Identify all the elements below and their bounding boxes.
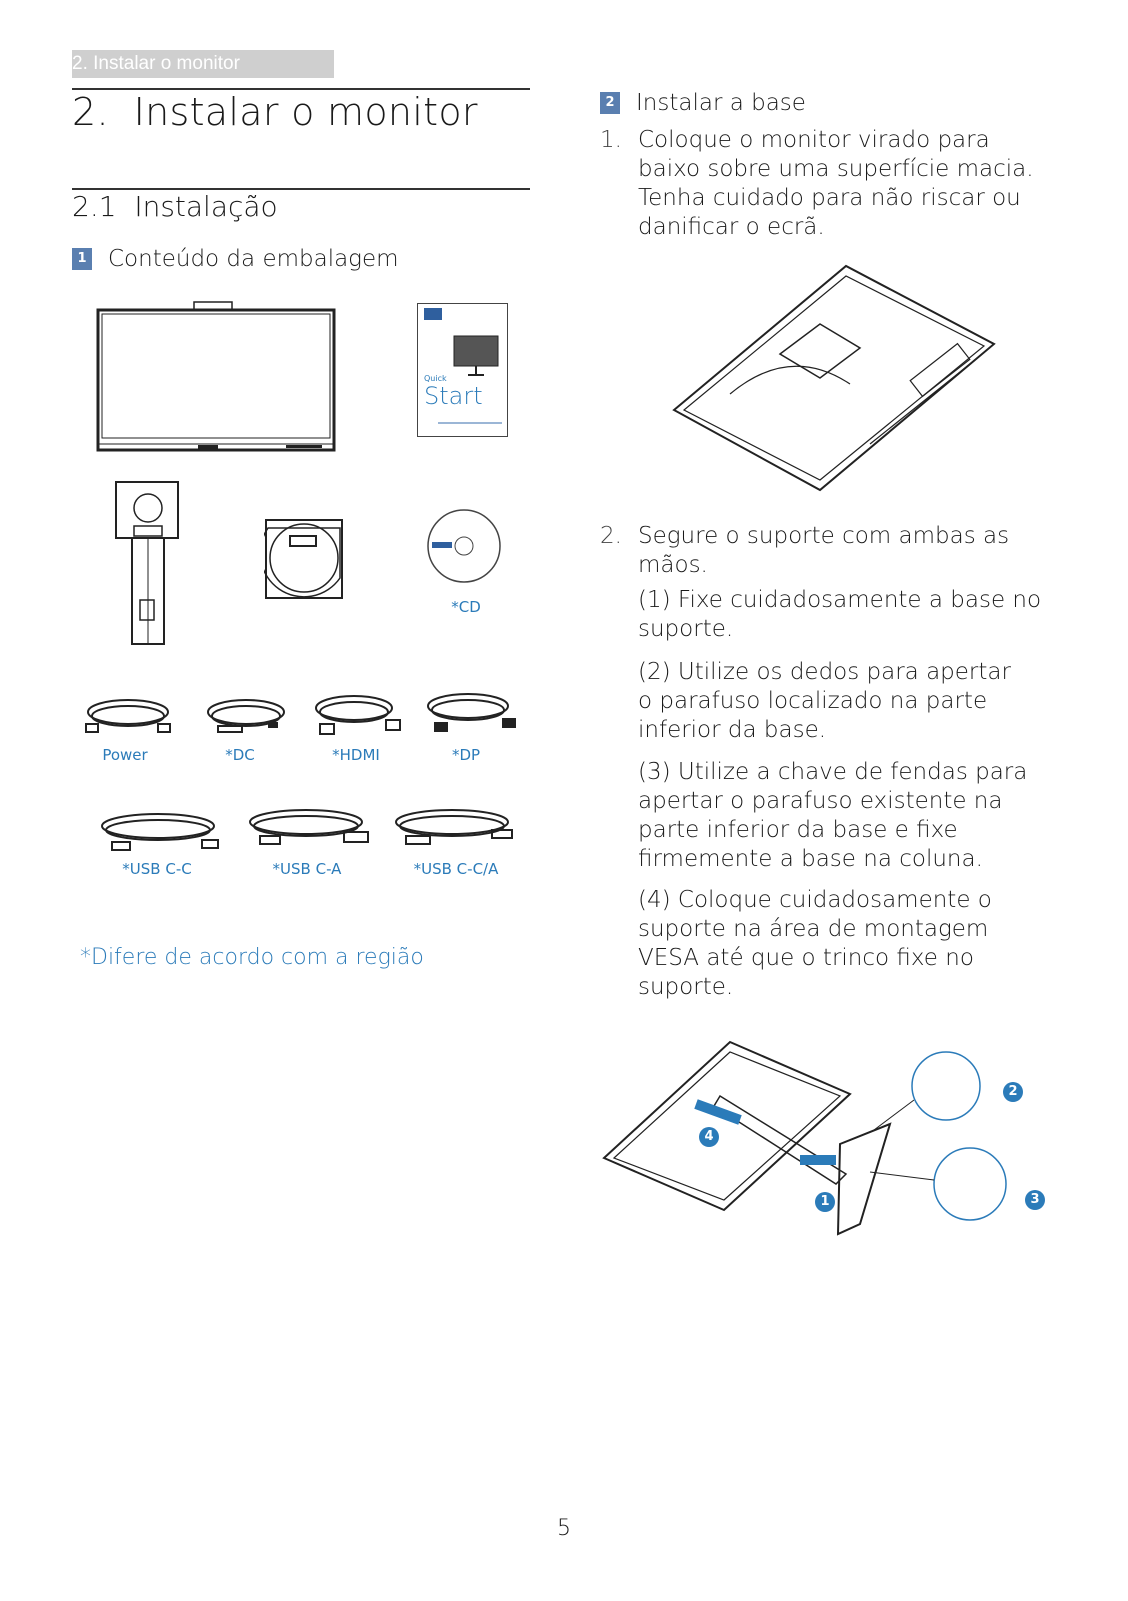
monitor-illustration [96,300,336,456]
cables-row-2 [88,806,528,896]
base-illustration [264,518,344,600]
item2-number: 2. [600,523,622,549]
substep-1: (1) Fixe cuidadosamente a base no suporte. [638,587,1042,642]
substep-4: (4) Coloque cuidadosamente o suporte na área de montagem VESA até que o trinco fixe no suporte. [638,887,992,1000]
dc-cable-caption: *DC [225,746,255,764]
usb-ca-cable-icon [240,806,374,854]
usb-ca-caption: *USB C-A [272,860,342,878]
page-number: 5 [557,1516,571,1541]
dp-cable-caption: *DP [451,746,481,764]
cables-row-1 [80,690,530,780]
cd-illustration [426,508,502,584]
step2-heading [600,90,806,116]
hdmi-cable-caption: *HDMI [332,746,380,764]
monitor-facedown-illustration [670,264,1000,500]
step1-number-badge: 1 [72,248,92,270]
item1-text: Coloque o monitor virado para baixo sobre uma superfície macia. Tenha cuidado para não riscar ou danificar o ecrã. [638,127,1034,240]
substep-2: (2) Utilize os dedos para apertar o parafuso localizado na parte inferior da base. [638,659,1011,743]
quickstart-booklet [417,303,508,437]
item1-number: 1. [600,127,622,153]
dc-cable-icon [198,694,290,738]
quickstart-small-label: Quick [424,374,447,383]
step2-label: Instalar a base [636,90,806,116]
item2-text: Segure o suporte com ambas as mãos. [638,523,1010,578]
region-note: *Difere de acordo com a região [80,945,424,970]
usb-cca-caption: *USB C-C/A [413,860,499,878]
power-cable-caption: Power [102,746,148,764]
power-cable-icon [82,694,174,738]
callout-2: 2 [1003,1082,1023,1102]
usb-cca-cable-icon [386,806,520,854]
stand-column-illustration [112,480,184,646]
section-title: 2.1 Instalação [72,190,278,223]
cd-caption: *CD [451,598,481,616]
assembly-illustration [600,1034,1060,1264]
usb-cc-cable-icon [92,808,222,856]
step1-heading [72,246,399,272]
step1-label: Conteúdo da embalagem [108,246,399,272]
callout-3: 3 [1025,1190,1045,1210]
chapter-title: 2. Instalar o monitor [72,90,478,134]
usb-cc-caption: *USB C-C [122,860,192,878]
substep-3: (3) Utilize a chave de fendas para apertar o parafuso existente na parte inferior da base e fixe firmemente a base na coluna. [638,759,1028,872]
step2-number-badge: 2 [600,92,620,114]
callout-4: 4 [699,1127,719,1147]
dp-cable-icon [420,690,520,738]
quickstart-big-label: Start [424,382,483,410]
header-tab: 2. Instalar o monitor [72,50,334,78]
callout-1: 1 [815,1192,835,1212]
hdmi-cable-icon [308,690,404,738]
